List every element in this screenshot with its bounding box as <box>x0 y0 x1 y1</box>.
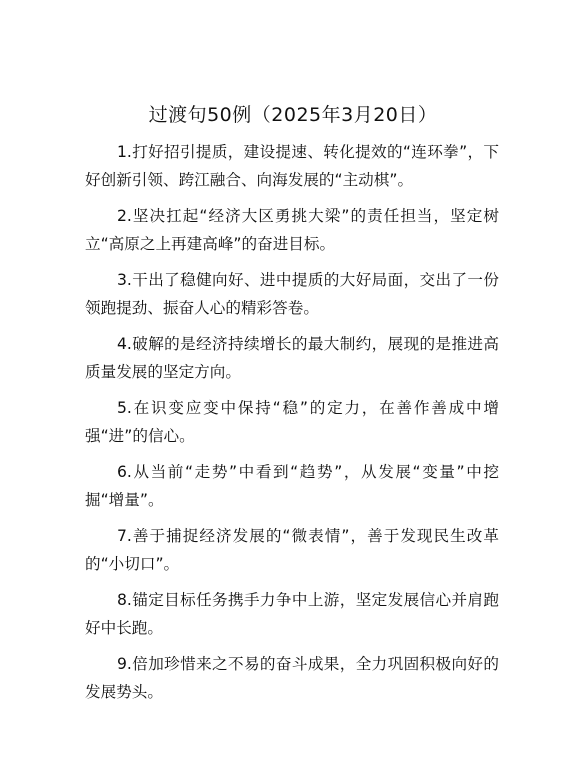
paragraph-5: 5.在识变应变中保持“稳”的定力，在善作善成中增强“进”的信心。 <box>85 399 499 445</box>
paragraph-8: 8.锚定目标任务携手力争中上游，坚定发展信心并肩跑好中长跑。 <box>85 591 499 637</box>
paragraph-2: 2.坚决扛起“经济大区勇挑大梁”的责任担当，坚定树立“高原之上再建高峰”的奋进目标。 <box>85 207 499 253</box>
paragraph-3: 3.干出了稳健向好、进中提质的大好局面，交出了一份领跑提劲、振奋人心的精彩答卷。 <box>85 271 499 317</box>
paragraph-7: 7.善于捕捉经济发展的“微表情”，善于发现民生改革的“小切口”。 <box>85 527 499 573</box>
paragraph-1: 1.打好招引提质，建设提速、转化提效的“连环拳”，下好创新引领、跨江融合、向海发展的“主动棋”。 <box>85 143 499 189</box>
paragraph-6: 6.从当前“走势”中看到“趋势”，从发展“变量”中挖掘“增量”。 <box>85 463 499 509</box>
document-body <box>85 138 499 714</box>
document-title: 过渡句50例（2025年3月20日） <box>148 104 438 126</box>
paragraph-9: 9.倍加珍惜来之不易的奋斗成果，全力巩固积极向好的发展势头。 <box>85 655 499 701</box>
paragraph-4: 4.破解的是经济持续增长的最大制约，展现的是推进高质量发展的坚定方向。 <box>85 335 499 381</box>
